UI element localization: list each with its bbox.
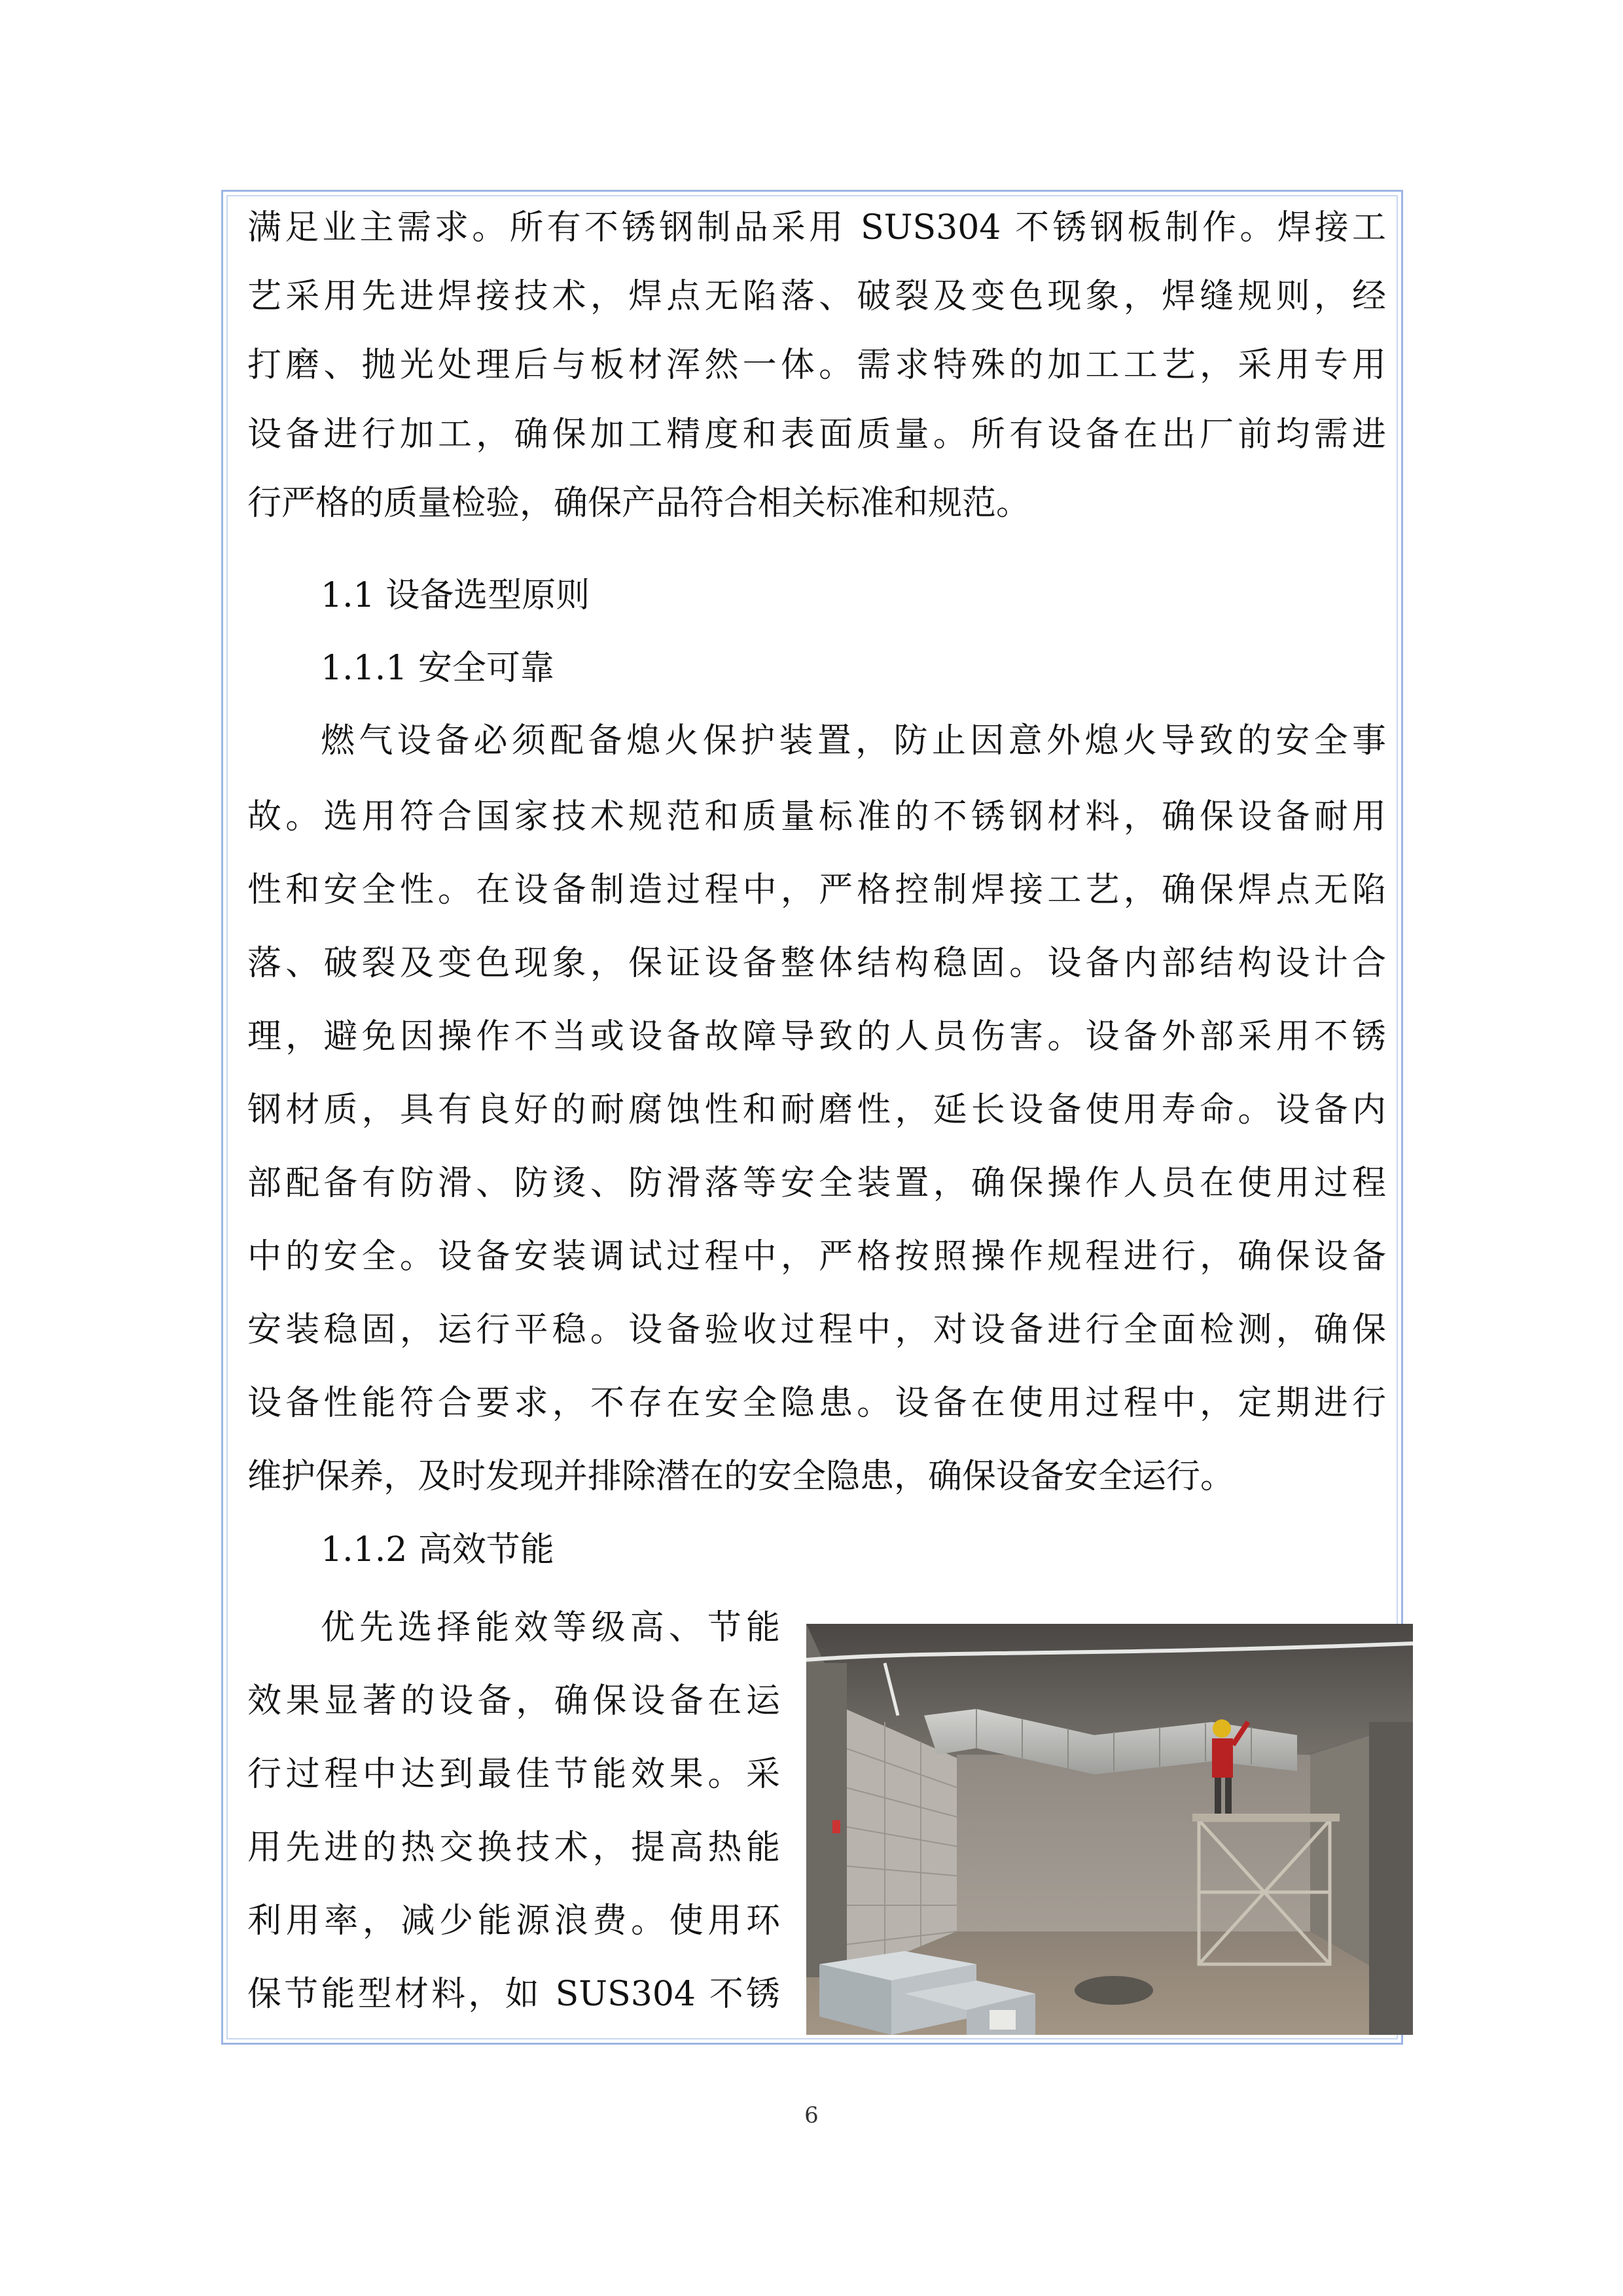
safety-line-7: 部配备有防滑、防烫、防滑落等安全装置，确保操作人员在使用过程 [247, 1164, 1386, 1203]
efficiency-line-4: 用先进的热交换技术，提高热能 [247, 1828, 780, 1867]
paragraph-line-5: 行严格的质量检验，确保产品符合相关标准和规范。 [247, 484, 1031, 523]
page-number: 6 [804, 2102, 819, 2128]
construction-site-photo [806, 1624, 1413, 2035]
paragraph-line-4: 设备进行加工，确保加工精度和表面质量。所有设备在出厂前均需进 [247, 415, 1386, 454]
safety-line-6: 钢材质，具有良好的耐腐蚀性和耐磨性，延长设备使用寿命。设备内 [247, 1090, 1386, 1130]
safety-line-8: 中的安全。设备安装调试过程中，严格按照操作规程进行，确保设备 [247, 1237, 1386, 1276]
subsection-heading-efficiency: 1.1.2 高效节能 [321, 1530, 554, 1570]
paragraph-line-2: 艺采用先进焊接技术，焊点无陷落、破裂及变色现象，焊缝规则，经 [247, 277, 1386, 316]
paragraph-line-3: 打磨、抛光处理后与板材浑然一体。需求特殊的加工工艺，采用专用 [247, 346, 1386, 385]
safety-line-3: 性和安全性。在设备制造过程中，严格控制焊接工艺，确保焊点无陷 [247, 870, 1386, 910]
paragraph-line-1: 满足业主需求。所有不锈钢制品采用 SUS304 不锈钢板制作。焊接工 [247, 208, 1386, 247]
safety-line-1: 燃气设备必须配备熄火保护装置，防止因意外熄火导致的安全事 [321, 721, 1386, 761]
safety-line-9: 安装稳固，运行平稳。设备验收过程中，对设备进行全面检测，确保 [247, 1310, 1386, 1350]
efficiency-line-6: 保节能型材料，如 SUS304 不锈 [247, 1975, 780, 2014]
safety-line-11: 维护保养，及时发现并排除潜在的安全隐患，确保设备安全运行。 [247, 1457, 1235, 1496]
safety-line-5: 理，避免因操作不当或设备故障导致的人员伤害。设备外部采用不锈 [247, 1017, 1386, 1056]
efficiency-line-3: 行过程中达到最佳节能效果。采 [247, 1755, 780, 1794]
safety-line-4: 落、破裂及变色现象，保证设备整体结构稳固。设备内部结构设计合 [247, 944, 1386, 983]
efficiency-line-1: 优先选择能效等级高、节能 [321, 1608, 780, 1647]
safety-line-2: 故。选用符合国家技术规范和质量标准的不锈钢材料，确保设备耐用 [247, 797, 1386, 836]
subsection-heading-safety: 1.1.1 安全可靠 [321, 649, 554, 688]
section-heading: 1.1 设备选型原则 [321, 576, 590, 615]
efficiency-line-5: 利用率，减少能源浪费。使用环 [247, 1901, 780, 1941]
efficiency-line-2: 效果显著的设备，确保设备在运 [247, 1681, 780, 1721]
safety-line-10: 设备性能符合要求，不存在安全隐患。设备在使用过程中，定期进行 [247, 1384, 1386, 1423]
